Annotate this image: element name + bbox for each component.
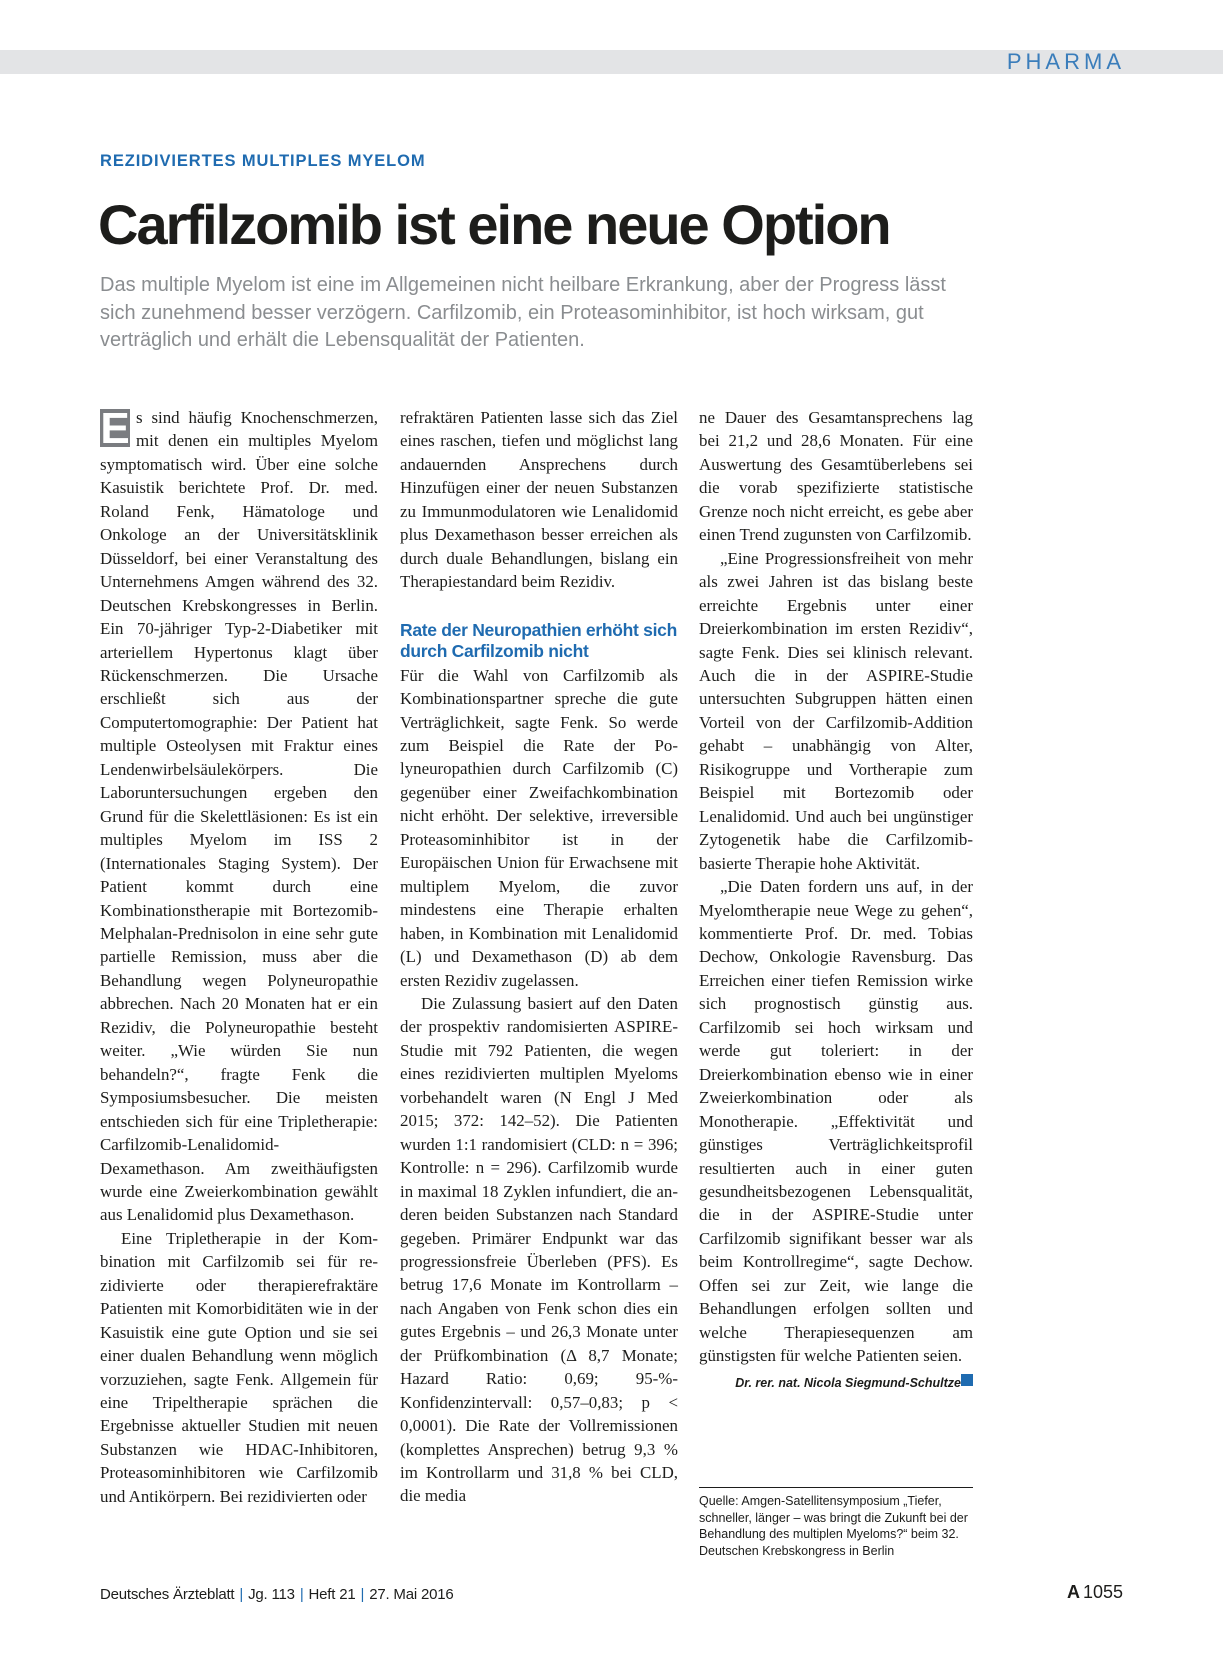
paragraph: refraktären Patienten lasse sich das Ziel eines raschen, tiefen und möglichst lang andauernden Ansprechens durch Hinzufügen einer der neuen Substanzen zu Immunmodulatoren wie Lenalidomid plus Dexamethason besser erreichen als durch duale Behandlungen, bislang ein Therapiestandard beim Rezidiv. — [400, 408, 678, 592]
paragraph-text: „Die Daten fordern uns auf, in der Myelomtherapie neue Wege zu gehen“, kommentierte Prof. Dr. med. Tobias Dechow, Onkologie Ravensburg. Das Erreichen einer tiefen Remission wirke sich prognostisch günstig aus. Carfilzomib sei hoch wirksam und werde gut toleriert: in der Dreierkombination ebenso wie in einer Zweierkombination oder als Monotherapie. „Effektivität und günstiges Verträglichkeitsprofil resultierten auch in einer guten gesundheitsbezogenen Lebensqualität, die in der ASPIRE-Studie unter Carfilzomib signifikant besser war als beim Kontrollregime“, sagte Dechow. Offen sei zur Zeit, wie lange die Behandlungen erfolgen sollten und welche Therapiesequenzen am günstigsten für welche Patienten seien. — [699, 877, 973, 1366]
issue-date: 27. Mai 2016 — [369, 1586, 454, 1603]
article-headline: Carfilzomib ist eine neue Option — [98, 193, 890, 256]
paragraph-text: s sind häufig Knochenschmerzen, mit denen ein multiples Myelom symptomatisch wird. Über eine solche Kasuistik berichtete Prof. Dr. med. Roland Fenk, Hämatologe und Onkologe an der Universitätsklinik Düsseldorf, bei einer Veranstaltung des Unternehmens Amgen während des 32. Deutschen Krebskongresses in Berlin. Ein 70-jähriger Typ-2-Diabetiker mit arteriellem Hypertonus klagt über Rückenschmerzen. Die Ursache erschließt sich aus der Computertomographie: Der Patient hat multiple Osteolysen mit Fraktur eines Lendenwirbelsäulekörpers. Die Laboruntersuchungen ergeben den Grund für die Skelettläsionen: Es ist ein multiples Myelom im ISS 2 (Internationales Staging System). Der Patient kommt durch eine Kombinationstherapie mit Bortezomib-Melphalan-Prednisolon in eine sehr gute partielle Remission, muss aber die Behandlung wegen Polyneuropathie abbrechen. Nach 20 Monaten hat er ein Rezidiv, die Polyneuropathie besteht weiter. „Wie würden Sie nun behandeln?“, fragte Fenk die Symposiumsbesucher. Die meisten entschieden sich für eine Tripletherapie: Carfilzomib-Lenalidomid-Dexamethason. Am zweithäufigsten wurde eine Zweierkombination gewählt aus Lenalidomid plus Dexamethason. — [100, 408, 378, 1225]
separator-bar-icon: | — [239, 1586, 244, 1603]
dropcap-letter: E — [100, 404, 130, 453]
volume: Jg. 113 — [248, 1586, 295, 1603]
subheading: Rate der Neuropathien erhöht sich durch Carfilzomib nicht — [400, 619, 677, 661]
page-number-value: 1055 — [1082, 1582, 1123, 1602]
journal-name: Deutsches Ärzteblatt — [100, 1586, 235, 1603]
section-label: PHARMA — [1006, 49, 1125, 74]
source-note: Quelle: Amgen-Satellitensymposium „Tiefer, schneller, länger – was bringt die Zukunft bei der Behandlung des multiplen Myeloms?“ beim 32. Deutschen Krebskongress in Berlin — [699, 1487, 973, 1559]
author-byline: Dr. rer. nat. Nicola Siegmund-Schultze — [735, 1375, 961, 1390]
paragraph: Für die Wahl von Carfilzomib als Kombinationspartner spreche die gute Verträglichkeit, sagte Fenk. So werde zum Beispiel die Rate der Polyneuropathien durch Carfilzomib (C) gegenüber einer Zweifachkombination nicht erhöht. Der selektive, irreversible Proteasominhibitor ist in der Europäischen Union für Erwachsene mit multiplem Myelom, die zuvor mindestens eine Therapie erhalten haben, in Kombination mit Lenalidomid (L) und Dexamethason (D) ab dem ersten Rezidiv zugelassen. — [400, 665, 678, 990]
end-of-article-square-icon — [961, 1374, 973, 1386]
paragraph — [699, 875, 973, 1368]
paragraph: ne Dauer des Gesamtansprechens lag bei 21,2 und 28,6 Monaten. Für eine Auswertung des Gesamtüberlebens sei die vorab spezifizierte statistische Grenze noch nicht erreicht, es gebe aber einen Trend zugunsten von Carfilzomib. — [699, 408, 973, 545]
article-kicker: REZIDIVIERTES MULTIPLES MYELOM — [100, 152, 426, 170]
paragraph: Die Zulassung basiert auf den Daten der prospektiv randomisierten ASPIRE-Studie mit 792 Patienten, die wegen eines rezidivierten multiplen Myeloms vorbehandelt waren (N Engl J Med 2015; 372: 142–52). Die Patienten wurden 1:1 randomisiert (CLD: n = 396; Kontrolle: n = 296). Carfilzomib wurde in maximal 18 Zyklen infundiert, die anderen beiden Substanzen nach Standard gegeben. Primärer Endpunkt war das progressionsfreie Überleben (PFS). Es betrug 17,6 Monate im Kontrollarm – nach Angaben von Fenk schon dies ein gutes Ergebnis – und 26,3 Monate unter der Prüfkombination (Δ 8,7 Monate; Hazard Ratio: 0,69; 95-%-Konfidenzintervall: 0,57–0,83; p < 0,0001). Die Rate der Vollremissionen (komplettes Ansprechen) betrug 9,3 % im Kontrollarm und 31,8 % bei CLD, die media — [400, 993, 678, 1506]
issue: Heft 21 — [308, 1586, 356, 1603]
paragraph — [100, 406, 378, 1227]
footer-citation — [100, 1586, 454, 1603]
page-prefix: A — [1066, 1582, 1080, 1602]
article-lead: Das multiple Myelom ist eine im Allgemeinen nicht heilbare Erkrankung, aber der Progress lässt sich zunehmend besser verzögern. Carfilzomib, ein Proteasominhibitor, ist hoch wirksam, gut verträglich und erhält die Lebensqualität der Patienten. — [100, 274, 946, 351]
paragraph: „Eine Progressionsfreiheit von mehr als zwei Jahren ist das bislang beste erreichte Ergebnis unter einer Dreierkombination im ersten Rezidiv“, sagte Fenk. Dies sei klinisch relevant. Auch die in der ASPIRE-Studie untersuchten Subgruppen hätten einen Vorteil von der Carfilzomib-Addition gehabt – unabhängig von Alter, Risikogruppe und Vortherapie zum Beispiel mit Bortezomib oder Lenalidomid. Und auch bei ungünstiger Zytogenetik habe die Carfilzomib-basierte Therapie hohe Aktivität. — [699, 548, 973, 873]
paragraph: Eine Tripletherapie in der Kombination mit Carfilzomib sei für rezidivierte oder therapierefraktäre Patienten mit Komorbiditäten wie in der Kasuistik eine gute Option und sie sei einer dualen Behandlung wenn möglich vorzuziehen, sagte Fenk. Allgemein für eine Tripeltherapie sprächen die Ergebnisse aktueller Studien mit neuen Substanzen wie HDAC-Inhibitoren, Proteasominhibitoren wie Carfilzomib und Antikörpern. Bei rezidivierten oder — [100, 1228, 378, 1506]
separator-bar-icon: | — [360, 1586, 365, 1603]
column-1 — [100, 406, 378, 1508]
column-2 — [400, 406, 678, 1508]
page-number — [1067, 1582, 1123, 1603]
separator-bar-icon: | — [299, 1586, 304, 1603]
column-3 — [699, 406, 973, 1395]
